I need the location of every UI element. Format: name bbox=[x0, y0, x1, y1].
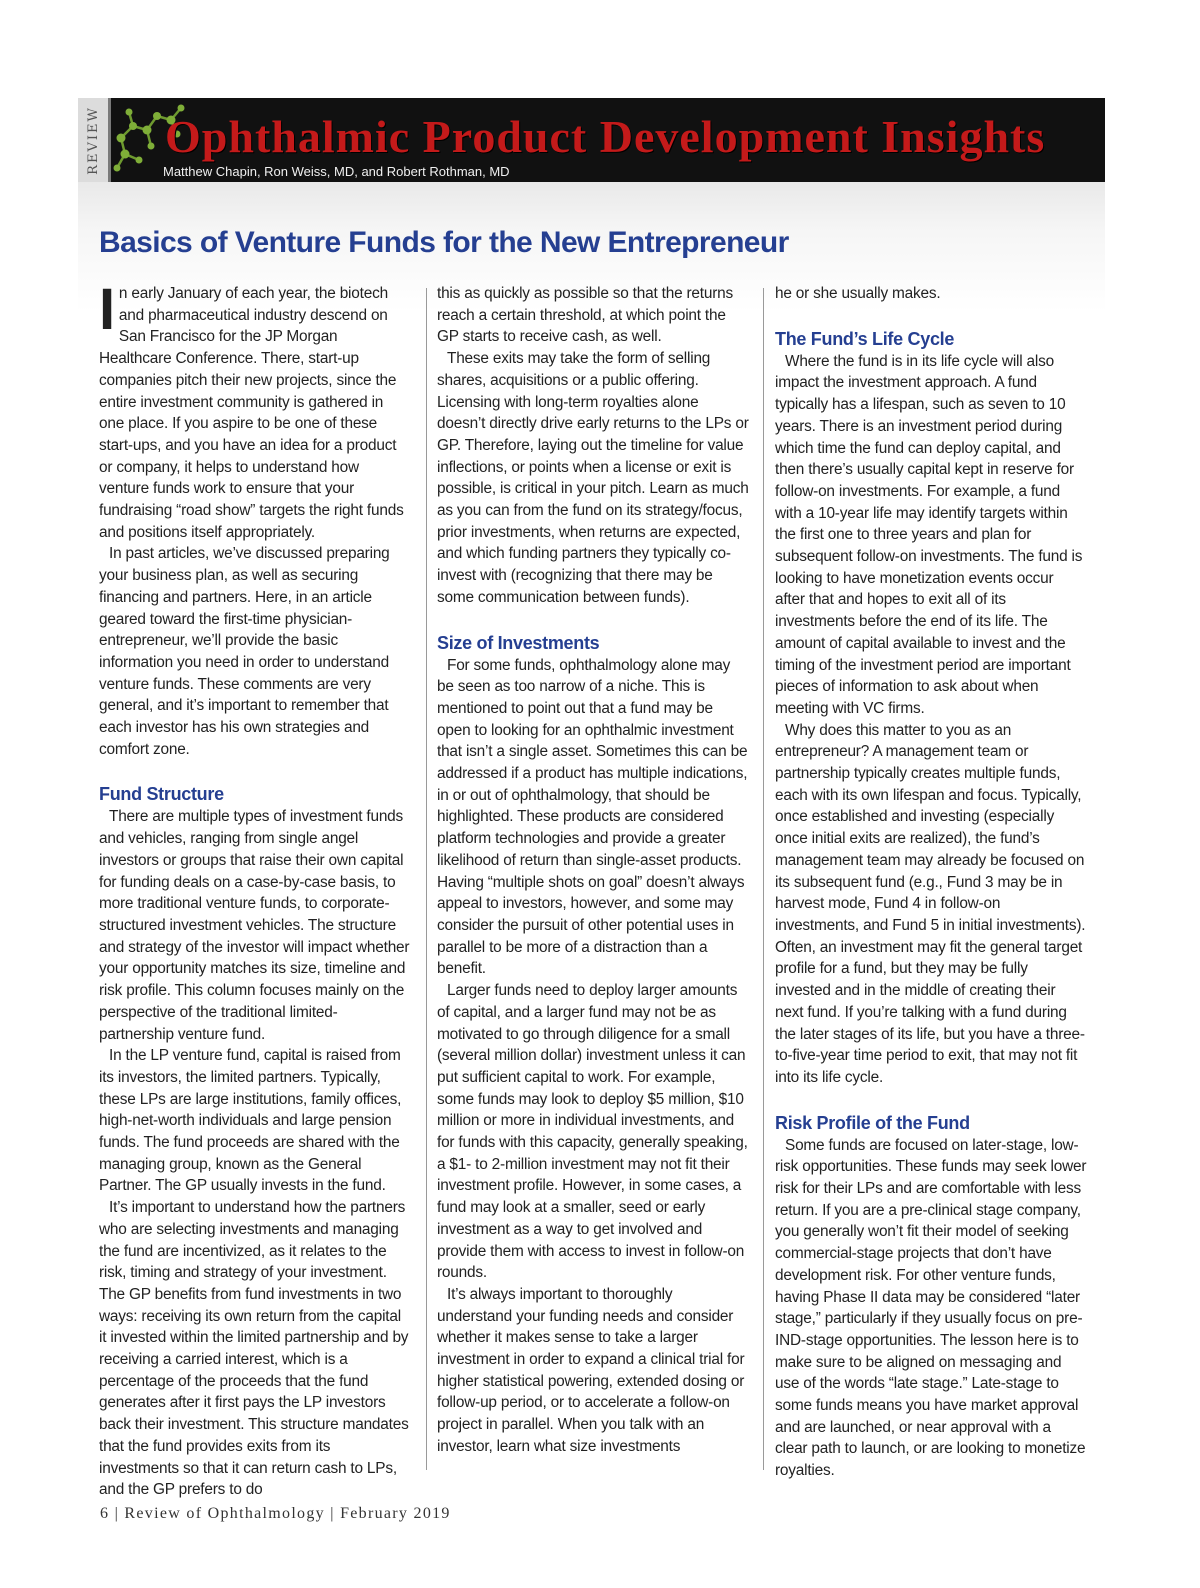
section-heading-fund-structure: Fund Structure bbox=[99, 784, 224, 805]
intro-paragraph-text: n early January of each year, the biotech and pharmaceutical industry descend on San Francisco for the JP Morgan Healthcare Conference. There, start-up companies pitch their new projects, since the entire investment community is gathered in one place. If you aspire to be one of these start-ups, and you have an idea for a product or company, it helps to understand how venture funds work to ensure that your fundraising “road show” targets the right funds and positions itself appropriately. bbox=[99, 285, 404, 541]
body-paragraph: Why does this matter to you as an entrepreneur? A management team or partnership typically creates multiple funds, each with its own lifespan and focus. Typically, once established and investing (especially once initial exits are realized), the fund’s management team may already be focused on its subsequent fund (e.g., Fund 3 may be in harvest mode, Fund 4 in follow-on investments, and Fund 5 in initial investments). Often, an investment may fit the general target profile for a fund, but they may be fully invested and in the middle of creating their next fund. If you’re talking with a fund during the later stages of its life, but you have a three-to-five-year time period to exit, that may not fit into its life cycle. bbox=[775, 721, 1086, 1086]
body-paragraph: Larger funds need to deploy larger amounts of capital, and a larger fund may not be as motivated to go through diligence for a small (several million dollar) investment unless it can put sufficient capital to work. For example, some funds may look to deploy $5 million, $10 million or more in individual investments, and for funds with this capacity, generally speaking, a $1- to 2-million investment may not fit their investment profile. However, in some cases, a fund may look at a smaller, seed or early investment as a way to get involved and provide them with access to invest in follow-on rounds. bbox=[437, 982, 748, 1282]
intro-paragraph bbox=[99, 277, 411, 543]
issue-date: February 2019 bbox=[340, 1505, 451, 1522]
article-column-2 bbox=[437, 283, 749, 1458]
column-title: Ophthalmic Product Development Insights bbox=[165, 111, 1046, 162]
section-heading-risk-profile: Risk Profile of the Fund bbox=[775, 1112, 970, 1133]
column-divider bbox=[763, 288, 764, 1470]
body-paragraph: Some funds are focused on later-stage, low-risk opportunities. These funds may seek lower risk for their LPs and are comfortable with less return. If you are a pre-clinical stage company, you generally won’t fit their model of seeking commercial-stage projects that don’t have development risk. For other venture funds, having Phase II data may be considered “later stage,” particularly if they usually focus on pre-IND-stage opportunities. The lesson here is to make sure to be aligned on messaging and use of the words “late stage.” Late-stage to some funds means you have market approval and are launched, or near approval with a clear path to launch, or are looking to monetize royalties. bbox=[775, 1136, 1087, 1480]
article-column-1 bbox=[99, 277, 411, 1501]
article-headline: Basics of Venture Funds for the New Entrepreneur bbox=[99, 226, 789, 259]
section-heading-size-of-investments: Size of Investments bbox=[437, 632, 600, 653]
body-paragraph-continued: this as quickly as possible so that the returns reach a certain threshold, at which point the GP starts to receive cash, as well. bbox=[437, 285, 734, 346]
page-footer: 6 | Review of Ophthalmology | February 2019 bbox=[100, 1505, 451, 1522]
body-paragraph: In the LP venture fund, capital is raised from its investors, the limited partners. Typically, these LPs are large institutions, family offices, high-net-worth individuals and large pension funds. The fund proceeds are shared with the managing group, known as the General Partner. The GP usually invests in the fund. bbox=[99, 1047, 402, 1195]
body-paragraph: It’s always important to thoroughly understand your funding needs and consider whether it makes sense to take a larger investment in order to expand a clinical trial for higher statistical powering, extended dosing or follow-up period, or to accelerate a follow-on project in parallel. When you talk with an investor, learn what size investments bbox=[437, 1285, 745, 1455]
publication-name: Review of Ophthalmology bbox=[124, 1505, 325, 1522]
body-paragraph-continued: he or she usually makes. bbox=[775, 285, 941, 302]
article-column-3 bbox=[775, 283, 1087, 1482]
column-divider bbox=[426, 288, 427, 1470]
section-tab-label: REVIEW bbox=[85, 105, 101, 175]
drop-cap: I bbox=[99, 277, 115, 342]
section-tab bbox=[78, 98, 111, 182]
column-authors: Matthew Chapin, Ron Weiss, MD, and Robert Rothman, MD bbox=[163, 164, 510, 179]
body-paragraph: For some funds, ophthalmology alone may be seen as too narrow of a niche. This is mentioned to point out that a fund may be open to looking for an ophthalmic investment that isn’t a single asset. Sometimes this can be addressed if a product has multiple indications, in or out of ophthalmology, that should be highlighted. These products are considered platform technologies and provide a greater likelihood of return than single-asset products. Having “multiple shots on goal” doesn’t always appeal to investors, however, and some may consider the pursuit of other potential uses in parallel to be more of a distraction than a benefit. bbox=[437, 656, 748, 978]
body-paragraph: In past articles, we’ve discussed preparing your business plan, as well as securing financing and partners. Here, in an article geared toward the first-time physician-entrepreneur, we’ll provide the basic information you need in order to understand venture funds. These comments are very general, and it’s important to remember that each investor has his own strategies and comfort zone. bbox=[99, 545, 390, 758]
body-paragraph: There are multiple types of investment funds and vehicles, ranging from single angel investors or groups that raise their own capital for funding deals on a case-by-case basis, to more traditional venture funds, to corporate-structured investment vehicles. The structure and strategy of the investor will impact whether your opportunity matches its size, timeline and risk profile. This column focuses mainly on the perspective of the traditional limited-partnership venture fund. bbox=[99, 808, 410, 1043]
page-number: 6 bbox=[100, 1505, 110, 1522]
column-banner bbox=[111, 98, 1105, 182]
body-paragraph: It’s important to understand how the partners who are selecting investments and managing the fund are incentivized, as it relates to the risk, timing and strategy of your investment. The GP benefits from fund investments in two ways: receiving its own return from the capital it invested within the limited partnership and by receiving a carried interest, which is a percentage of the proceeds that the fund generates after it first pays the LP investors back their investment. This structure mandates that the fund provides exits from its investments so that it can return cash to LPs, and the GP prefers to do bbox=[99, 1199, 409, 1499]
body-paragraph: These exits may take the form of selling shares, acquisitions or a public offering. Licensing with long-term royalties alone doesn’t directly drive early returns to the LPs or GP. Therefore, laying out the timeline for value inflections, or points when a license or exit is possible, is critical in your pitch. Learn as much as you can from the fund on its strategy/focus, prior investments, when returns are expected, and which funding partners they typically co-invest with (recognizing that there may be some communication between funds). bbox=[437, 350, 749, 606]
section-heading-life-cycle: The Fund’s Life Cycle bbox=[775, 328, 955, 349]
body-paragraph: Where the fund is in its life cycle will also impact the investment approach. A fund typically has a lifespan, such as seven to 10 years. There is an investment period during which time the fund can deploy capital, and then there’s usually capital kept in reserve for follow-on investments. For example, a fund with a 10-year life may identify targets within the first one to three years and plan for subsequent follow-on investments. The fund is looking to have monetization events occur after that and hopes to exit all of its investments before the end of its life. The amount of capital available to invest and the timing of the investment period are important pieces of information to ask about when meeting with VC firms. bbox=[775, 352, 1083, 717]
